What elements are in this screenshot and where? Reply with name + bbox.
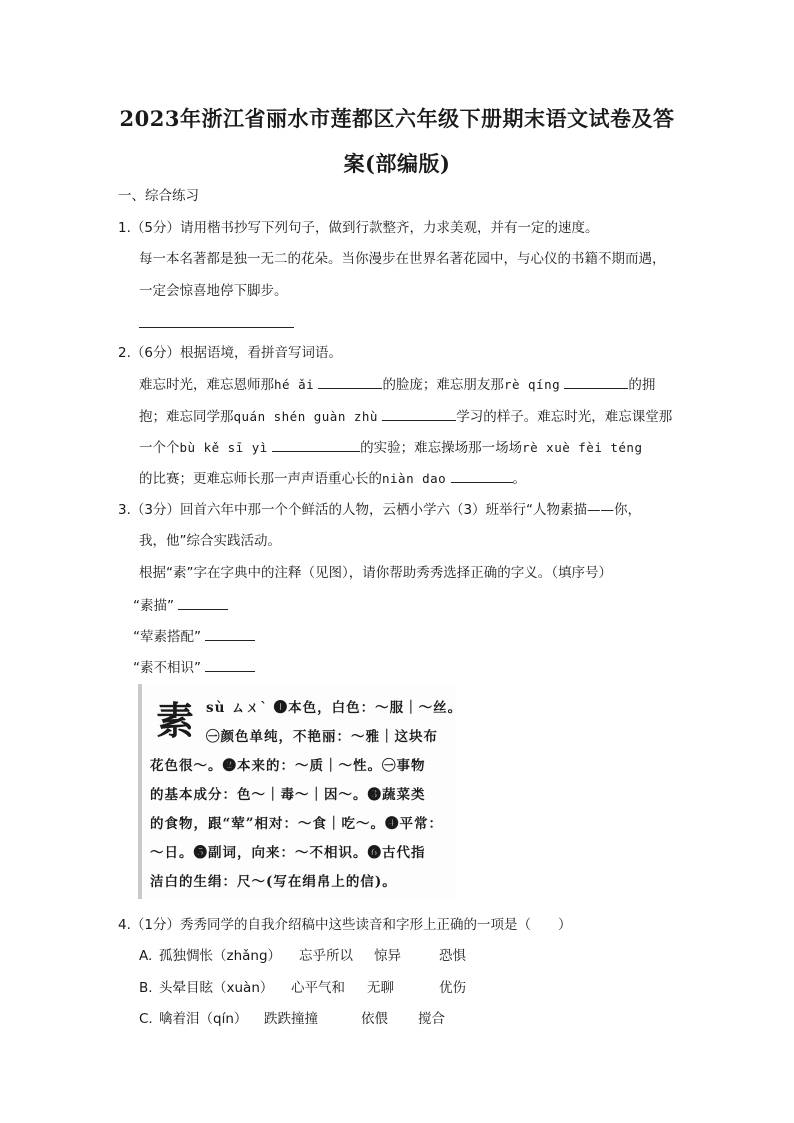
q4-option-c[interactable] bbox=[139, 1010, 445, 1028]
option-word: 孤独惆怅（zhǎng） bbox=[159, 948, 282, 964]
answer-blank[interactable] bbox=[564, 375, 628, 389]
option-word: 惊异 bbox=[374, 948, 401, 964]
pinyin: niàn dao bbox=[382, 471, 447, 486]
q2-text: 的比赛；更难忘师长那一声声语重心长的 bbox=[139, 471, 382, 487]
q3-item-2 bbox=[133, 627, 255, 646]
q2-text: 难忘时光，难忘恩师那 bbox=[139, 377, 274, 393]
q2-line2 bbox=[139, 407, 672, 426]
option-word: 头晕目眩（xuàn） bbox=[159, 980, 274, 996]
option-label: C. bbox=[139, 1011, 153, 1027]
q3-item-3 bbox=[133, 658, 255, 677]
q3-item-label: “荤素搭配” bbox=[133, 629, 201, 645]
q3-instruction: 根据“素”字在字典中的注释（见图），请你帮助秀秀选择正确的字义。（填序号） bbox=[139, 565, 612, 581]
option-word: 心平气和 bbox=[291, 980, 345, 996]
option-word: 依偎 bbox=[361, 1011, 388, 1027]
q2-text: 的脸庞；难忘朋友那 bbox=[382, 377, 504, 393]
q3-heading: 3.（3分）回首六年中那一个个鲜活的人物，云栖小学六（3）班举行“人物素描——你， bbox=[118, 502, 642, 518]
option-word: 噙着泪（qín） bbox=[159, 1011, 248, 1027]
pinyin: quán shén guàn zhù bbox=[233, 409, 378, 424]
dictionary-line: 花色很～。❷本来的：～质｜～性。㊀事物 bbox=[150, 758, 426, 774]
dictionary-headword: 素 bbox=[156, 698, 195, 743]
option-label: A. bbox=[139, 948, 153, 964]
q2-line1 bbox=[139, 375, 655, 394]
answer-blank[interactable] bbox=[451, 469, 513, 483]
q4-option-a[interactable] bbox=[139, 947, 466, 965]
option-word: 搅合 bbox=[418, 1011, 445, 1027]
q2-line4 bbox=[139, 469, 526, 488]
q3-heading-cont: 我，他”综合实践活动。 bbox=[139, 533, 281, 549]
option-label: B. bbox=[139, 980, 153, 996]
q2-text: 学习的样子。难忘时光，难忘课堂那 bbox=[456, 409, 673, 425]
q1-heading: 1.（5分）请用楷书抄写下列句子，做到行款整齐，力求美观，并有一定的速度。 bbox=[118, 220, 599, 236]
q4-option-b[interactable] bbox=[139, 979, 466, 997]
answer-blank[interactable] bbox=[205, 627, 255, 641]
q4-heading: 4.（1分）秀秀同学的自我介绍稿中这些读音和字形上正确的一项是（ ） bbox=[118, 917, 572, 933]
q2-line3 bbox=[139, 438, 642, 457]
q2-text: 的实验；难忘操场那一场场 bbox=[360, 440, 523, 456]
page-title-line2: 案(部编版) bbox=[343, 151, 451, 176]
q1-text-line2: 一定会惊喜地停下脚步。 bbox=[139, 283, 288, 299]
answer-blank[interactable] bbox=[382, 407, 456, 421]
pinyin: hé ǎi bbox=[274, 377, 315, 392]
dictionary-line: ～日。❺副词，向来：～不相识。❻古代指 bbox=[150, 845, 426, 861]
section-heading: 一、综合练习 bbox=[118, 188, 199, 204]
option-word: 无聊 bbox=[367, 980, 394, 996]
q2-text: 一个个 bbox=[139, 440, 180, 456]
dictionary-line: 的基本成分：色～｜毒～｜因～。❸蔬菜类 bbox=[150, 787, 426, 803]
pinyin: rè xuè fèi téng bbox=[522, 440, 643, 455]
q3-item-1 bbox=[133, 596, 228, 615]
dictionary-line: 的食物，跟“荤”相对：～食｜吃～。❹平常： bbox=[150, 816, 444, 832]
answer-blank[interactable] bbox=[272, 438, 360, 452]
q2-text: 。 bbox=[512, 471, 527, 487]
option-word: 优伤 bbox=[439, 980, 466, 996]
page-title-line1: 2023年浙江省丽水市莲都区六年级下册期末语文试卷及答 bbox=[119, 106, 675, 131]
q3-item-label: “素描” bbox=[133, 598, 174, 614]
dictionary-entry-image bbox=[138, 684, 463, 899]
dictionary-line: sù ㄙㄨˋ ❶本色，白色：～服｜～丝。 bbox=[206, 700, 463, 716]
q2-heading: 2.（6分）根据语境，看拼音写词语。 bbox=[118, 345, 342, 361]
pinyin: bù kě sī yì bbox=[179, 440, 268, 455]
q2-text: 的拥 bbox=[628, 377, 656, 393]
option-word: 跌跌撞撞 bbox=[264, 1011, 318, 1027]
answer-blank[interactable] bbox=[205, 658, 255, 672]
q2-text: 抱；难忘同学那 bbox=[139, 409, 234, 425]
q1-text-line1: 每一本名著都是独一无二的花朵。当你漫步在世界名著花园中，与心仪的书籍不期而遇， bbox=[139, 251, 666, 267]
pinyin: rè qíng bbox=[503, 377, 561, 392]
dictionary-line: ㊀颜色单纯，不艳丽：～雅｜这块布 bbox=[206, 729, 438, 745]
q3-item-label: “素不相识” bbox=[133, 660, 201, 676]
option-word: 恐惧 bbox=[439, 948, 466, 964]
option-word: 忘乎所以 bbox=[299, 948, 353, 964]
dictionary-line: 洁白的生绢：尺～(写在绢帛上的信)。 bbox=[150, 874, 397, 890]
answer-blank[interactable] bbox=[318, 375, 382, 389]
q1-answer-line[interactable] bbox=[139, 327, 294, 328]
answer-blank[interactable] bbox=[178, 596, 228, 610]
